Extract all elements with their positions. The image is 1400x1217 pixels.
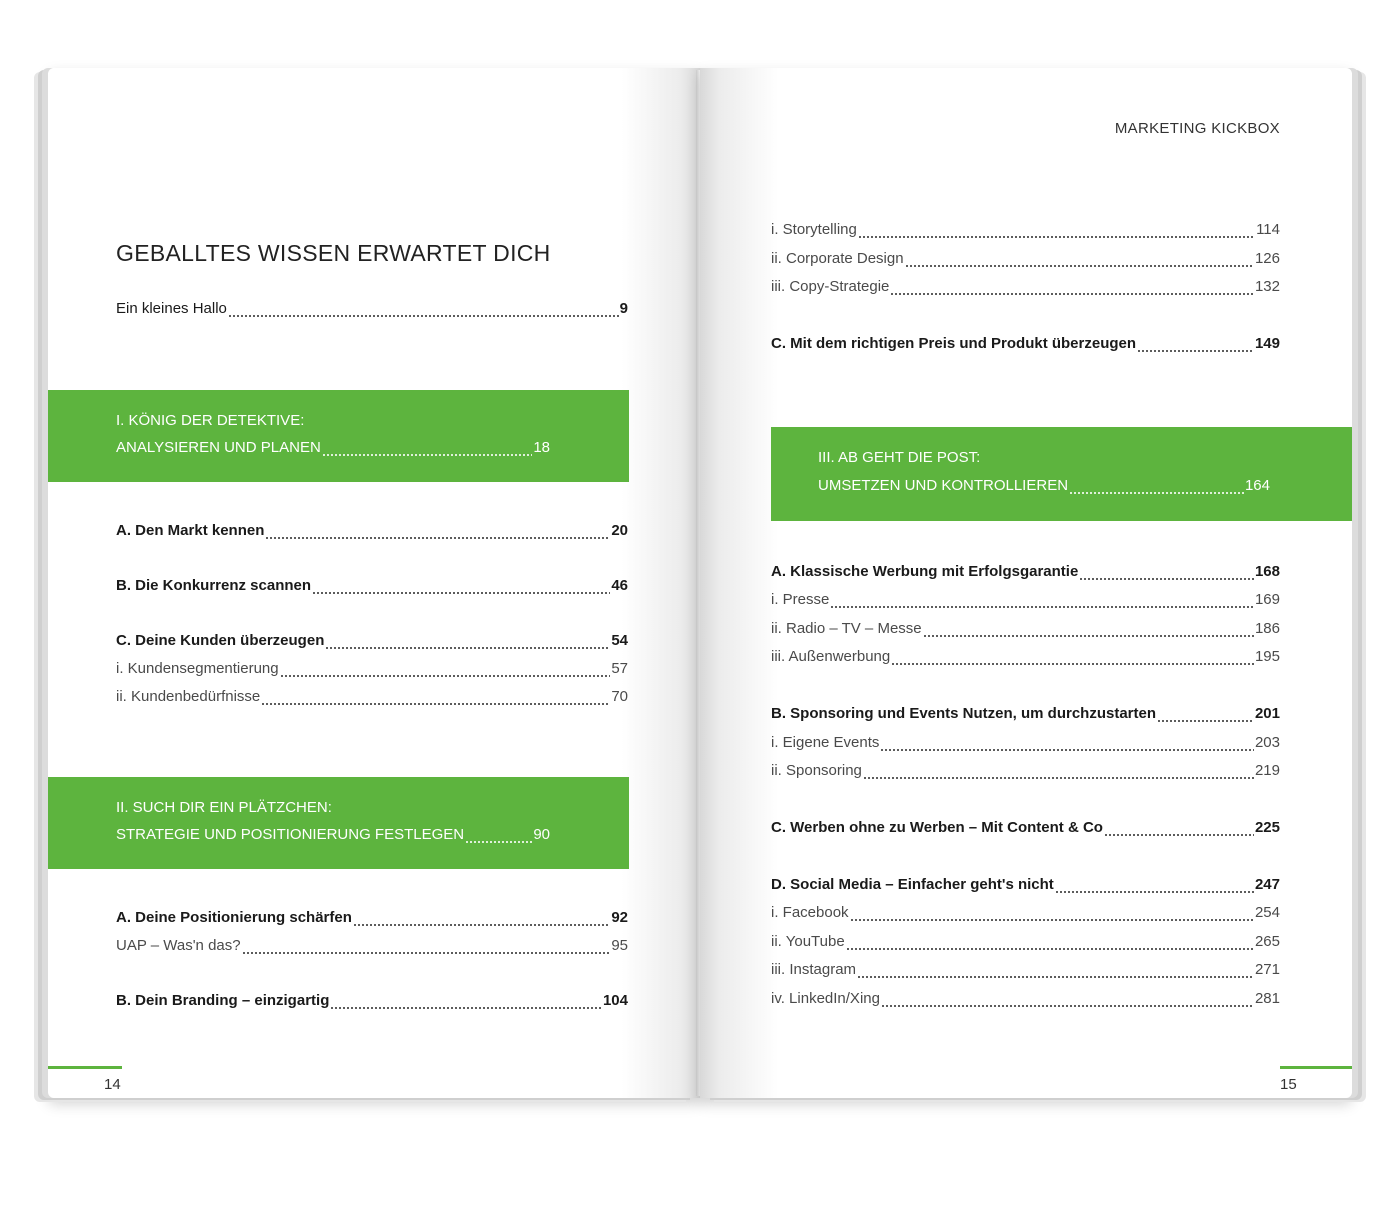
dot-leader — [891, 652, 1254, 666]
section-page: 164 — [1244, 477, 1270, 494]
toc-entry-page: 46 — [611, 577, 628, 594]
dot-leader — [265, 526, 610, 540]
toc-entry-label: i. Kundensegmentierung — [116, 660, 279, 677]
dot-leader — [905, 254, 1254, 268]
dot-leader — [261, 692, 610, 706]
dot-leader — [465, 830, 532, 844]
dot-leader — [280, 664, 611, 678]
toc-entry[interactable] — [771, 221, 1280, 239]
dot-leader — [322, 443, 533, 457]
toc-entry-page: 20 — [611, 522, 628, 539]
section-title-label: ANALYSIEREN UND PLANEN — [116, 439, 321, 456]
dot-leader — [880, 738, 1254, 752]
toc-entry[interactable] — [116, 909, 628, 927]
toc-entry-page: 203 — [1254, 734, 1280, 751]
toc-entry-label: iii. Copy-Strategie — [771, 278, 890, 295]
dot-leader — [1157, 709, 1254, 723]
toc-entry[interactable] — [771, 335, 1280, 353]
toc-entry-page: 70 — [611, 688, 628, 705]
dot-leader — [1079, 567, 1254, 581]
dot-leader — [890, 282, 1254, 296]
toc-entry-page: 225 — [1254, 819, 1280, 836]
section-title-line1: II. SUCH DIR EIN PLÄTZCHEN: — [116, 799, 332, 816]
section-title-line1: I. KÖNIG DER DETEKTIVE: — [116, 412, 305, 429]
dot-leader — [353, 913, 610, 927]
section-page: 90 — [533, 826, 550, 843]
toc-entry-page: 201 — [1254, 705, 1280, 722]
toc-entry-label: i. Presse — [771, 591, 830, 608]
dot-leader — [923, 624, 1254, 638]
toc-entry-label: iv. LinkedIn/Xing — [771, 990, 880, 1007]
section-title-line1: III. AB GEHT DIE POST: — [818, 449, 981, 466]
section-banner-1[interactable] — [48, 390, 629, 482]
toc-entry-label: ii. Corporate Design — [771, 250, 904, 267]
toc-entry-page: 254 — [1254, 904, 1280, 921]
dot-leader — [1137, 339, 1254, 353]
dot-leader — [325, 636, 610, 650]
dot-leader — [857, 965, 1254, 979]
dot-leader — [850, 908, 1254, 922]
toc-entry[interactable] — [771, 705, 1280, 723]
toc-entry[interactable] — [771, 762, 1280, 780]
toc-entry-label: A. Klassische Werbung mit Erfolgsgarantie — [771, 563, 1079, 580]
dot-leader — [1104, 823, 1254, 837]
left-page — [48, 68, 700, 1098]
toc-entry[interactable] — [116, 522, 628, 540]
toc-entry-page: 95 — [611, 937, 628, 954]
toc-entry[interactable] — [771, 876, 1280, 894]
toc-entry-label: i. Facebook — [771, 904, 849, 921]
dot-leader — [1055, 880, 1254, 894]
toc-entry-label: B. Sponsoring und Events Nutzen, um durchzustarten — [771, 705, 1157, 722]
toc-entry-page: 92 — [611, 909, 628, 926]
right-page — [700, 68, 1352, 1098]
toc-entry-page: 104 — [602, 992, 628, 1009]
toc-entry-page: 54 — [611, 632, 628, 649]
page-number: 14 — [104, 1076, 121, 1093]
toc-entry[interactable] — [771, 961, 1280, 979]
toc-entry-label: C. Werben ohne zu Werben – Mit Content & Co — [771, 819, 1103, 836]
toc-entry[interactable] — [116, 632, 628, 650]
toc-entry-label: ii. Radio – TV – Messe — [771, 620, 922, 637]
toc-entry[interactable] — [771, 250, 1280, 268]
toc-entry[interactable] — [771, 620, 1280, 638]
toc-entry-label: i. Eigene Events — [771, 734, 880, 751]
footer-rule — [1280, 1066, 1352, 1069]
toc-entry-page: 265 — [1254, 933, 1280, 950]
toc-entry[interactable] — [116, 992, 628, 1010]
section-title-line2 — [116, 439, 550, 457]
toc-entry-label: B. Die Konkurrenz scannen — [116, 577, 312, 594]
section-page: 18 — [533, 439, 550, 456]
toc-entry-label: iii. Außenwerbung — [771, 648, 891, 665]
toc-entry-page: 57 — [611, 660, 628, 677]
toc-entry-page: 114 — [1256, 221, 1280, 238]
toc-entry-page: 219 — [1254, 762, 1280, 779]
toc-entry-page: 281 — [1254, 990, 1280, 1007]
toc-entry-page: 169 — [1254, 591, 1280, 608]
toc-entry[interactable] — [771, 933, 1280, 951]
footer-rule — [48, 1066, 122, 1069]
toc-entry-label: ii. YouTube — [771, 933, 845, 950]
section-title-label: STRATEGIE UND POSITIONIERUNG FESTLEGEN — [116, 826, 465, 843]
toc-entry-label: B. Dein Branding – einzigartig — [116, 992, 330, 1009]
toc-entry-label: A. Deine Positionierung schärfen — [116, 909, 352, 926]
toc-entry[interactable] — [771, 591, 1280, 609]
toc-entry-page: 247 — [1254, 876, 1280, 893]
toc-entry[interactable] — [116, 937, 628, 955]
page-number: 15 — [1280, 1076, 1297, 1093]
dot-leader — [312, 581, 610, 595]
toc-entry-intro[interactable] — [116, 300, 628, 318]
running-head: MARKETING KICKBOX — [1114, 120, 1280, 137]
toc-entry-label: C. Mit dem richtigen Preis und Produkt überzeugen — [771, 335, 1137, 352]
toc-entry[interactable] — [771, 904, 1280, 922]
toc-entry-page: 168 — [1254, 563, 1280, 580]
section-title-line2 — [116, 826, 550, 844]
toc-entry-page: 9 — [619, 300, 628, 317]
toc-entry-label: i. Storytelling — [771, 221, 857, 238]
section-banner-3[interactable] — [771, 427, 1352, 521]
toc-entry-page: 195 — [1254, 648, 1280, 665]
toc-entry[interactable] — [771, 990, 1280, 1008]
toc-entry[interactable] — [771, 734, 1280, 752]
toc-entry-label: UAP – Was'n das? — [116, 937, 241, 954]
toc-entry-page: 271 — [1254, 961, 1280, 978]
dot-leader — [858, 225, 1255, 239]
dot-leader — [863, 766, 1254, 780]
toc-entry[interactable] — [116, 660, 628, 678]
toc-entry-label: ii. Sponsoring — [771, 762, 862, 779]
toc-entry[interactable] — [771, 278, 1280, 296]
section-title-label: UMSETZEN UND KONTROLLIEREN — [818, 477, 1069, 494]
dot-leader — [881, 994, 1254, 1008]
toc-entry-page: 149 — [1254, 335, 1280, 352]
toc-entry[interactable] — [116, 577, 628, 595]
toc-heading: GEBALLTES WISSEN ERWARTET DICH — [116, 240, 551, 266]
toc-entry[interactable] — [116, 688, 628, 706]
toc-entry-label: Ein kleines Hallo — [116, 300, 227, 317]
toc-entry-page: 186 — [1254, 620, 1280, 637]
toc-entry-label: ii. Kundenbedürfnisse — [116, 688, 261, 705]
dot-leader — [242, 941, 611, 955]
toc-entry[interactable] — [771, 563, 1280, 581]
section-title-line2 — [818, 477, 1270, 495]
toc-entry[interactable] — [771, 819, 1280, 837]
toc-entry-label: D. Social Media – Einfacher geht's nicht — [771, 876, 1054, 893]
dot-leader — [330, 996, 602, 1010]
toc-entry-label: C. Deine Kunden überzeugen — [116, 632, 325, 649]
toc-entry-label: iii. Instagram — [771, 961, 857, 978]
dot-leader — [228, 304, 619, 318]
dot-leader — [830, 595, 1254, 609]
section-banner-2[interactable] — [48, 777, 629, 869]
dot-leader — [846, 937, 1254, 951]
toc-entry-label: A. Den Markt kennen — [116, 522, 265, 539]
dot-leader — [1069, 481, 1244, 495]
toc-entry-page: 126 — [1254, 250, 1280, 267]
toc-entry[interactable] — [771, 648, 1280, 666]
toc-entry-page: 132 — [1254, 278, 1280, 295]
